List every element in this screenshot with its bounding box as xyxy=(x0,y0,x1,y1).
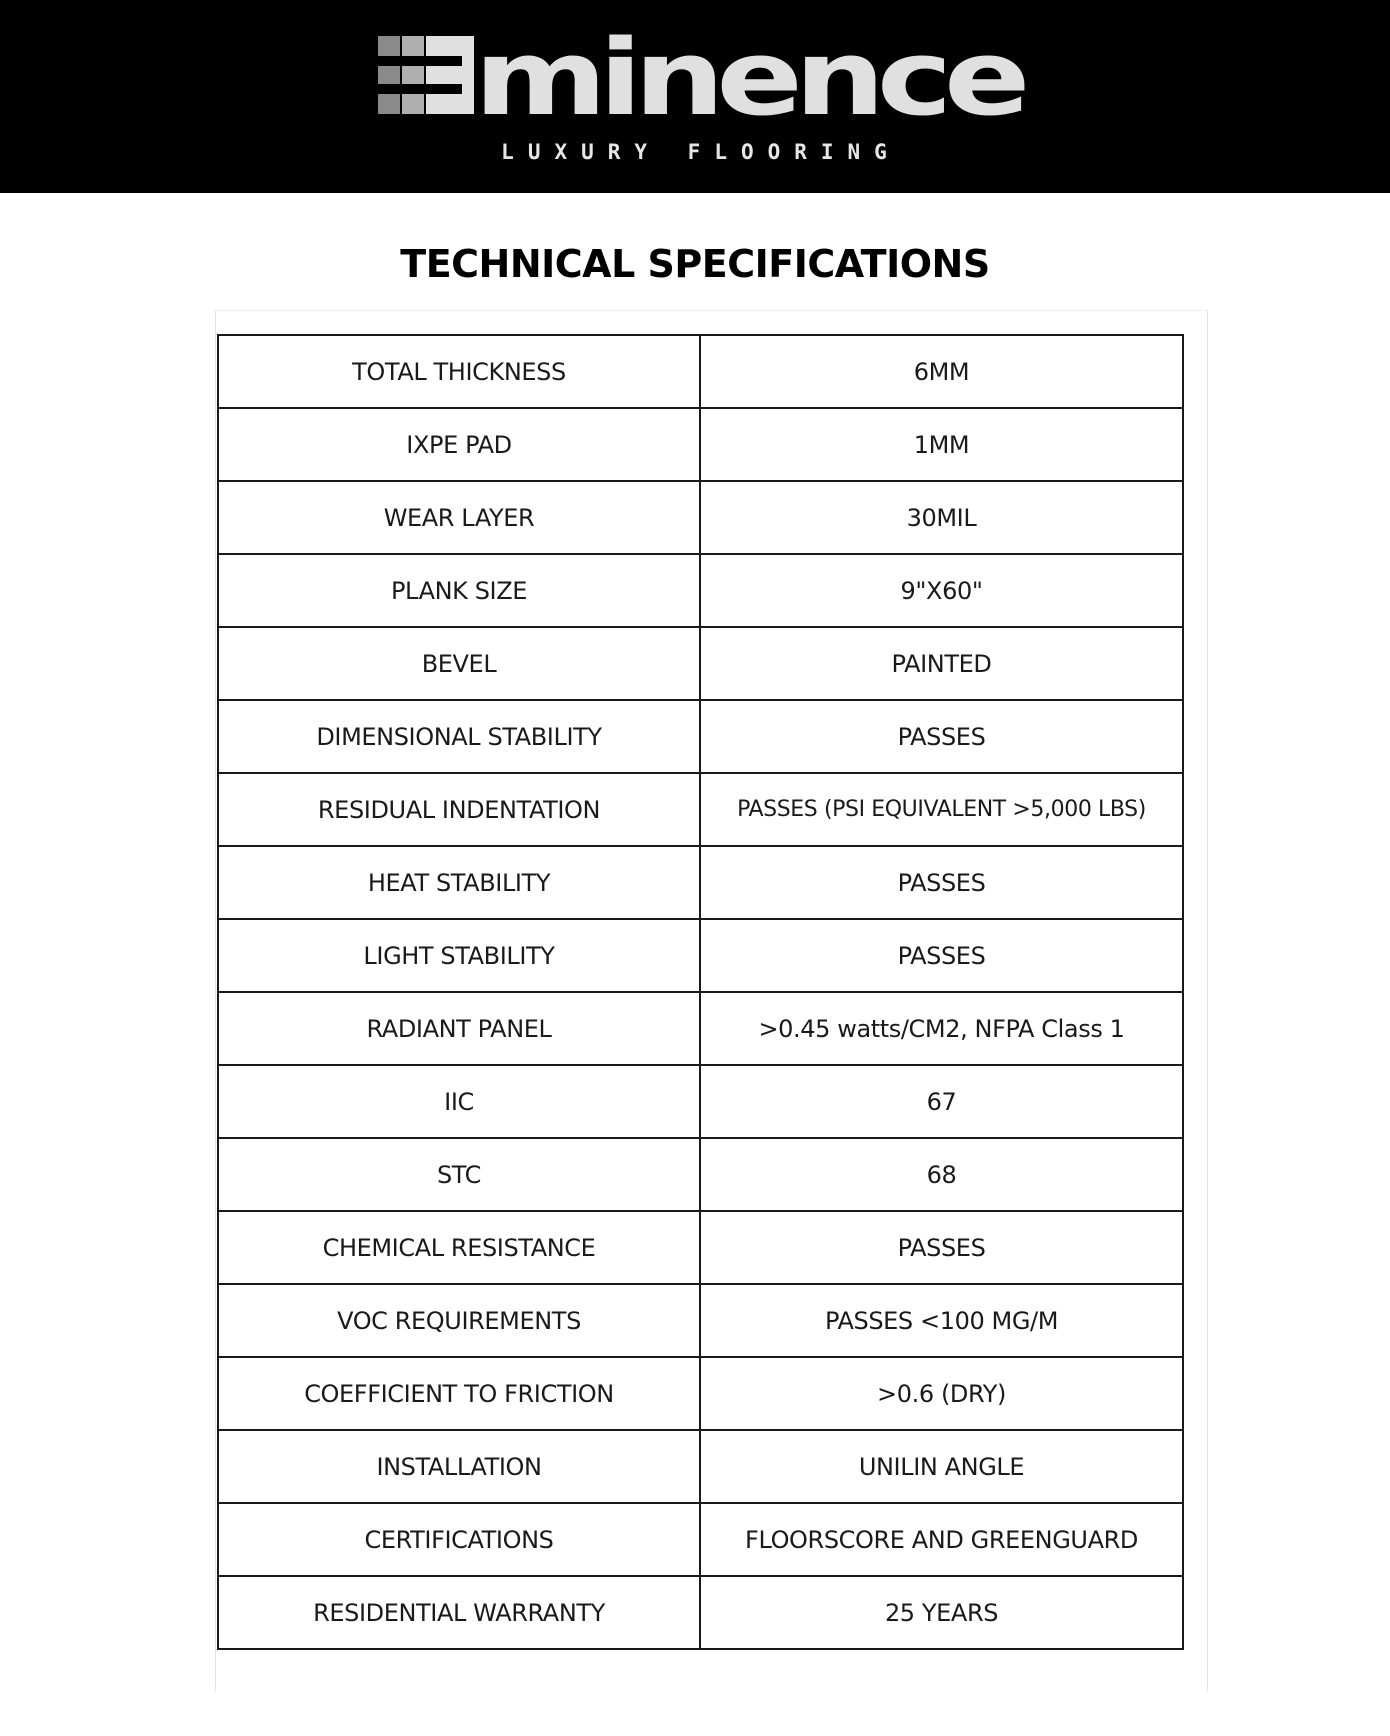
header-band xyxy=(0,0,1390,193)
table-row xyxy=(218,627,1183,700)
table-row xyxy=(218,1430,1183,1503)
spec-label-coefficient-to-friction: COEFFICIENT TO FRICTION xyxy=(218,1357,700,1430)
spec-value-bevel: PAINTED xyxy=(700,627,1183,700)
table-row xyxy=(218,1065,1183,1138)
spec-label-stc: STC xyxy=(218,1138,700,1211)
svg-text:minence: minence xyxy=(474,22,1026,139)
spec-value-wear-layer: 30MIL xyxy=(700,481,1183,554)
spec-label-certifications: CERTIFICATIONS xyxy=(218,1503,700,1576)
spec-value-dimensional-stability: PASSES xyxy=(700,700,1183,773)
logo-tagline: LUXURY FLOORING xyxy=(501,140,901,164)
spec-value-residual-indentation: PASSES (PSI EQUIVALENT >5,000 LBS) xyxy=(700,773,1183,846)
spec-value-stc: 68 xyxy=(700,1138,1183,1211)
table-row xyxy=(218,700,1183,773)
table-row xyxy=(218,1503,1183,1576)
spec-label-dimensional-stability: DIMENSIONAL STABILITY xyxy=(218,700,700,773)
spec-label-heat-stability: HEAT STABILITY xyxy=(218,846,700,919)
spec-table xyxy=(217,334,1184,1650)
spec-label-light-stability: LIGHT STABILITY xyxy=(218,919,700,992)
logo-wordmark xyxy=(376,22,1026,142)
table-row xyxy=(218,1284,1183,1357)
spec-value-heat-stability: PASSES xyxy=(700,846,1183,919)
spec-value-voc-requirements: PASSES <100 MG/M xyxy=(700,1284,1183,1357)
spec-value-radiant-panel: >0.45 watts/CM2, NFPA Class 1 xyxy=(700,992,1183,1065)
spec-label-installation: INSTALLATION xyxy=(218,1430,700,1503)
spec-label-residual-indentation: RESIDUAL INDENTATION xyxy=(218,773,700,846)
spec-value-ixpe-pad: 1MM xyxy=(700,408,1183,481)
spec-value-iic: 67 xyxy=(700,1065,1183,1138)
spec-label-iic: IIC xyxy=(218,1065,700,1138)
table-row xyxy=(218,554,1183,627)
table-row xyxy=(218,408,1183,481)
spec-label-residential-warranty: RESIDENTIAL WARRANTY xyxy=(218,1576,700,1649)
spec-value-certifications: FLOORSCORE AND GREENGUARD xyxy=(700,1503,1183,1576)
spec-label-wear-layer: WEAR LAYER xyxy=(218,481,700,554)
table-row xyxy=(218,1357,1183,1430)
spec-value-plank-size: 9"X60" xyxy=(700,554,1183,627)
table-row xyxy=(218,846,1183,919)
spec-label-plank-size: PLANK SIZE xyxy=(218,554,700,627)
table-row xyxy=(218,919,1183,992)
page-title: TECHNICAL SPECIFICATIONS xyxy=(400,242,990,286)
table-row xyxy=(218,335,1183,408)
table-row xyxy=(218,992,1183,1065)
spec-label-voc-requirements: VOC REQUIREMENTS xyxy=(218,1284,700,1357)
spec-value-residential-warranty: 25 YEARS xyxy=(700,1576,1183,1649)
spec-value-installation: UNILIN ANGLE xyxy=(700,1430,1183,1503)
spec-label-chemical-resistance: CHEMICAL RESISTANCE xyxy=(218,1211,700,1284)
spec-value-light-stability: PASSES xyxy=(700,919,1183,992)
spec-value-coefficient-to-friction: >0.6 (DRY) xyxy=(700,1357,1183,1430)
spec-label-radiant-panel: RADIANT PANEL xyxy=(218,992,700,1065)
table-row xyxy=(218,481,1183,554)
table-row xyxy=(218,773,1183,846)
table-row xyxy=(218,1138,1183,1211)
spec-label-bevel: BEVEL xyxy=(218,627,700,700)
spec-value-total-thickness: 6MM xyxy=(700,335,1183,408)
spec-label-ixpe-pad: IXPE PAD xyxy=(218,408,700,481)
table-row xyxy=(218,1576,1183,1649)
spec-label-total-thickness: TOTAL THICKNESS xyxy=(218,335,700,408)
spec-value-chemical-resistance: PASSES xyxy=(700,1211,1183,1284)
table-row xyxy=(218,1211,1183,1284)
brand-logo xyxy=(376,22,1026,172)
